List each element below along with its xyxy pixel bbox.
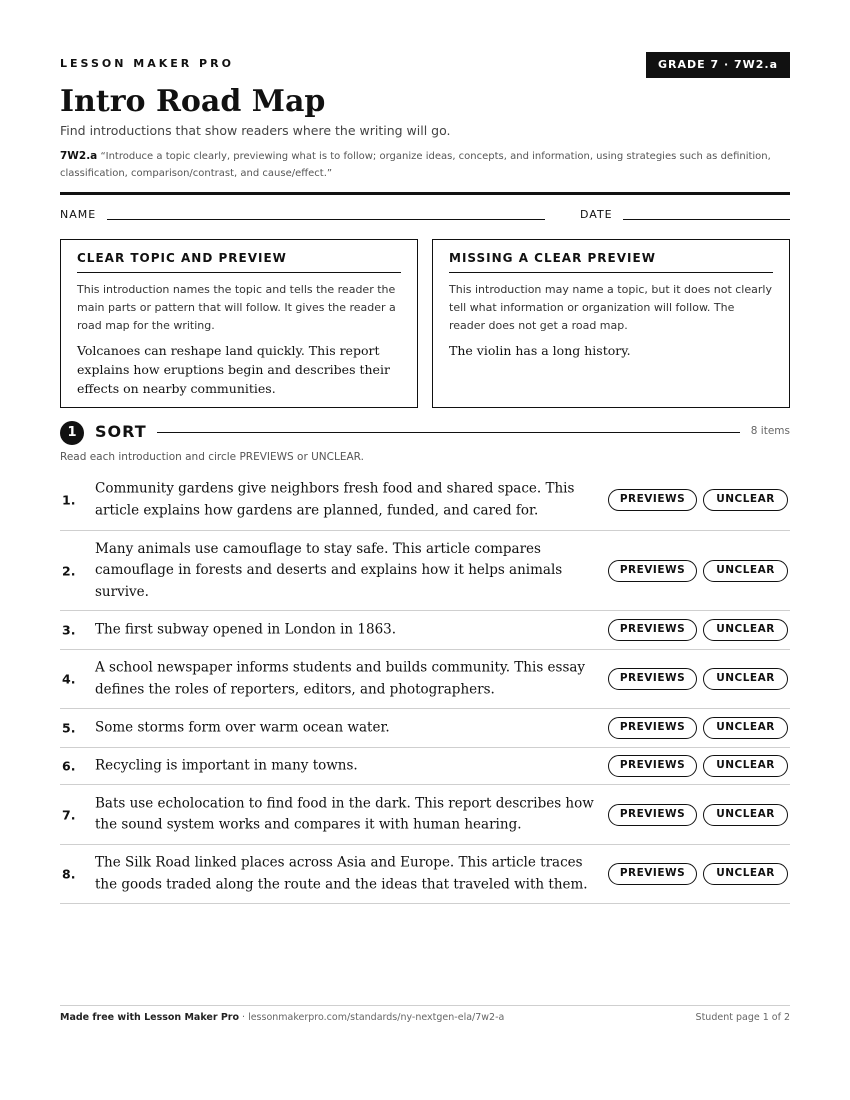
previews-option[interactable]: PREVIEWS — [608, 804, 697, 826]
previews-option[interactable]: PREVIEWS — [608, 619, 697, 641]
previews-option[interactable]: PREVIEWS — [608, 863, 697, 885]
unclear-option[interactable]: UNCLEAR — [703, 804, 788, 826]
footer-divider — [60, 1005, 790, 1006]
unclear-option[interactable]: UNCLEAR — [703, 755, 788, 777]
section-number-badge: 1 — [60, 421, 84, 445]
grade-badge: GRADE 7 · 7W2.a — [646, 52, 790, 78]
sort-item-list — [60, 470, 790, 904]
list-item — [60, 470, 790, 531]
footer-page-number: Student page 1 of 2 — [695, 1012, 790, 1023]
previews-option[interactable]: PREVIEWS — [608, 717, 697, 739]
item-number: 6. — [62, 758, 76, 774]
worksheet-page — [60, 0, 790, 1100]
page-title: Intro Road Map — [60, 84, 326, 119]
item-number: 2. — [62, 563, 76, 578]
list-item — [60, 611, 790, 650]
item-text: Community gardens give neighbors fresh food and shared space. This article explains how gardens are planned, funded, and cared for. — [95, 480, 575, 518]
unclear-option[interactable]: UNCLEAR — [703, 717, 788, 739]
footer-made-with: Made free with Lesson Maker Pro — [60, 1012, 240, 1023]
unclear-option[interactable]: UNCLEAR — [703, 619, 788, 641]
previews-option[interactable]: PREVIEWS — [608, 489, 697, 511]
item-text: Some storms form over warm ocean water. — [95, 719, 390, 736]
item-number: 1. — [62, 492, 76, 508]
list-item — [60, 845, 790, 904]
list-item — [60, 709, 790, 748]
item-text: Many animals use camouflage to stay safe. This article compares camouflage in forests and deserts and explains how it helps animals survive. — [95, 540, 563, 600]
footer-credit — [60, 1012, 504, 1023]
item-number: 4. — [62, 671, 76, 687]
name-label: NAME — [60, 208, 97, 221]
item-text: Recycling is important in many towns. — [95, 757, 358, 774]
item-text: The first subway opened in London in 1863. — [95, 621, 397, 638]
list-item — [60, 531, 790, 611]
list-item — [60, 785, 790, 845]
item-text: A school newspaper informs students and builds community. This essay defines the roles of reporters, editors, and photographers. — [95, 659, 586, 697]
unclear-option[interactable]: UNCLEAR — [703, 863, 788, 885]
box-example: The violin has a long history. — [449, 343, 631, 358]
box-title: CLEAR TOPIC AND PREVIEW — [77, 251, 401, 273]
box-example: Volcanoes can reshape land quickly. This report explains how eruptions begin and describes their effects on nearby communities. — [77, 343, 390, 396]
previews-option[interactable]: PREVIEWS — [608, 668, 697, 690]
previews-option[interactable]: PREVIEWS — [608, 755, 697, 777]
header-divider — [60, 192, 790, 195]
item-number: 7. — [62, 807, 76, 822]
footer-url[interactable]: · lessonmakerpro.com/standards/ny-nextgen-ela/7w2-a — [239, 1012, 505, 1023]
sort-section-header — [60, 420, 790, 444]
missing-preview-box — [432, 239, 790, 408]
page-subtitle: Find introductions that show readers where the writing will go. — [60, 123, 451, 138]
item-number: 5. — [62, 720, 76, 736]
date-field[interactable] — [623, 219, 790, 220]
item-text: Bats use echolocation to find food in the dark. This report describes how the sound system works and compares it with human hearing. — [95, 795, 594, 833]
section-rule — [157, 432, 740, 433]
item-number: 3. — [62, 622, 76, 638]
unclear-option[interactable]: UNCLEAR — [703, 560, 788, 582]
date-label: DATE — [580, 208, 613, 221]
list-item — [60, 748, 790, 785]
unclear-option[interactable]: UNCLEAR — [703, 668, 788, 690]
item-text: The Silk Road linked places across Asia and Europe. This article traces the goods traded along the route and the ideas that traveled with them. — [95, 854, 588, 892]
list-item — [60, 650, 790, 709]
name-field[interactable] — [107, 219, 545, 220]
standard-code: 7W2.a — [60, 150, 98, 162]
item-count: 8 items — [750, 425, 790, 437]
box-title: MISSING A CLEAR PREVIEW — [449, 251, 773, 273]
box-description: This introduction may name a topic, but it does not clearly tell what information or organization will follow. The reader does not get a road map. — [449, 283, 772, 332]
sort-instructions: Read each introduction and circle PREVIEWS or UNCLEAR. — [60, 451, 364, 463]
standard-description — [60, 148, 790, 182]
clear-preview-box — [60, 239, 418, 408]
brand-name: LESSON MAKER PRO — [60, 57, 234, 70]
section-title: SORT — [95, 422, 147, 441]
previews-option[interactable]: PREVIEWS — [608, 560, 697, 582]
unclear-option[interactable]: UNCLEAR — [703, 489, 788, 511]
item-number: 8. — [62, 866, 76, 882]
box-description: This introduction names the topic and tells the reader the main parts or pattern that will follow. It gives the reader a road map for the writing. — [77, 283, 396, 332]
standard-text: “Introduce a topic clearly, previewing what is to follow; organize ideas, concepts, and information, using strategies such as definition, classification, comparison/contrast, and cause/effect.” — [60, 151, 771, 179]
name-date-row — [60, 206, 790, 222]
